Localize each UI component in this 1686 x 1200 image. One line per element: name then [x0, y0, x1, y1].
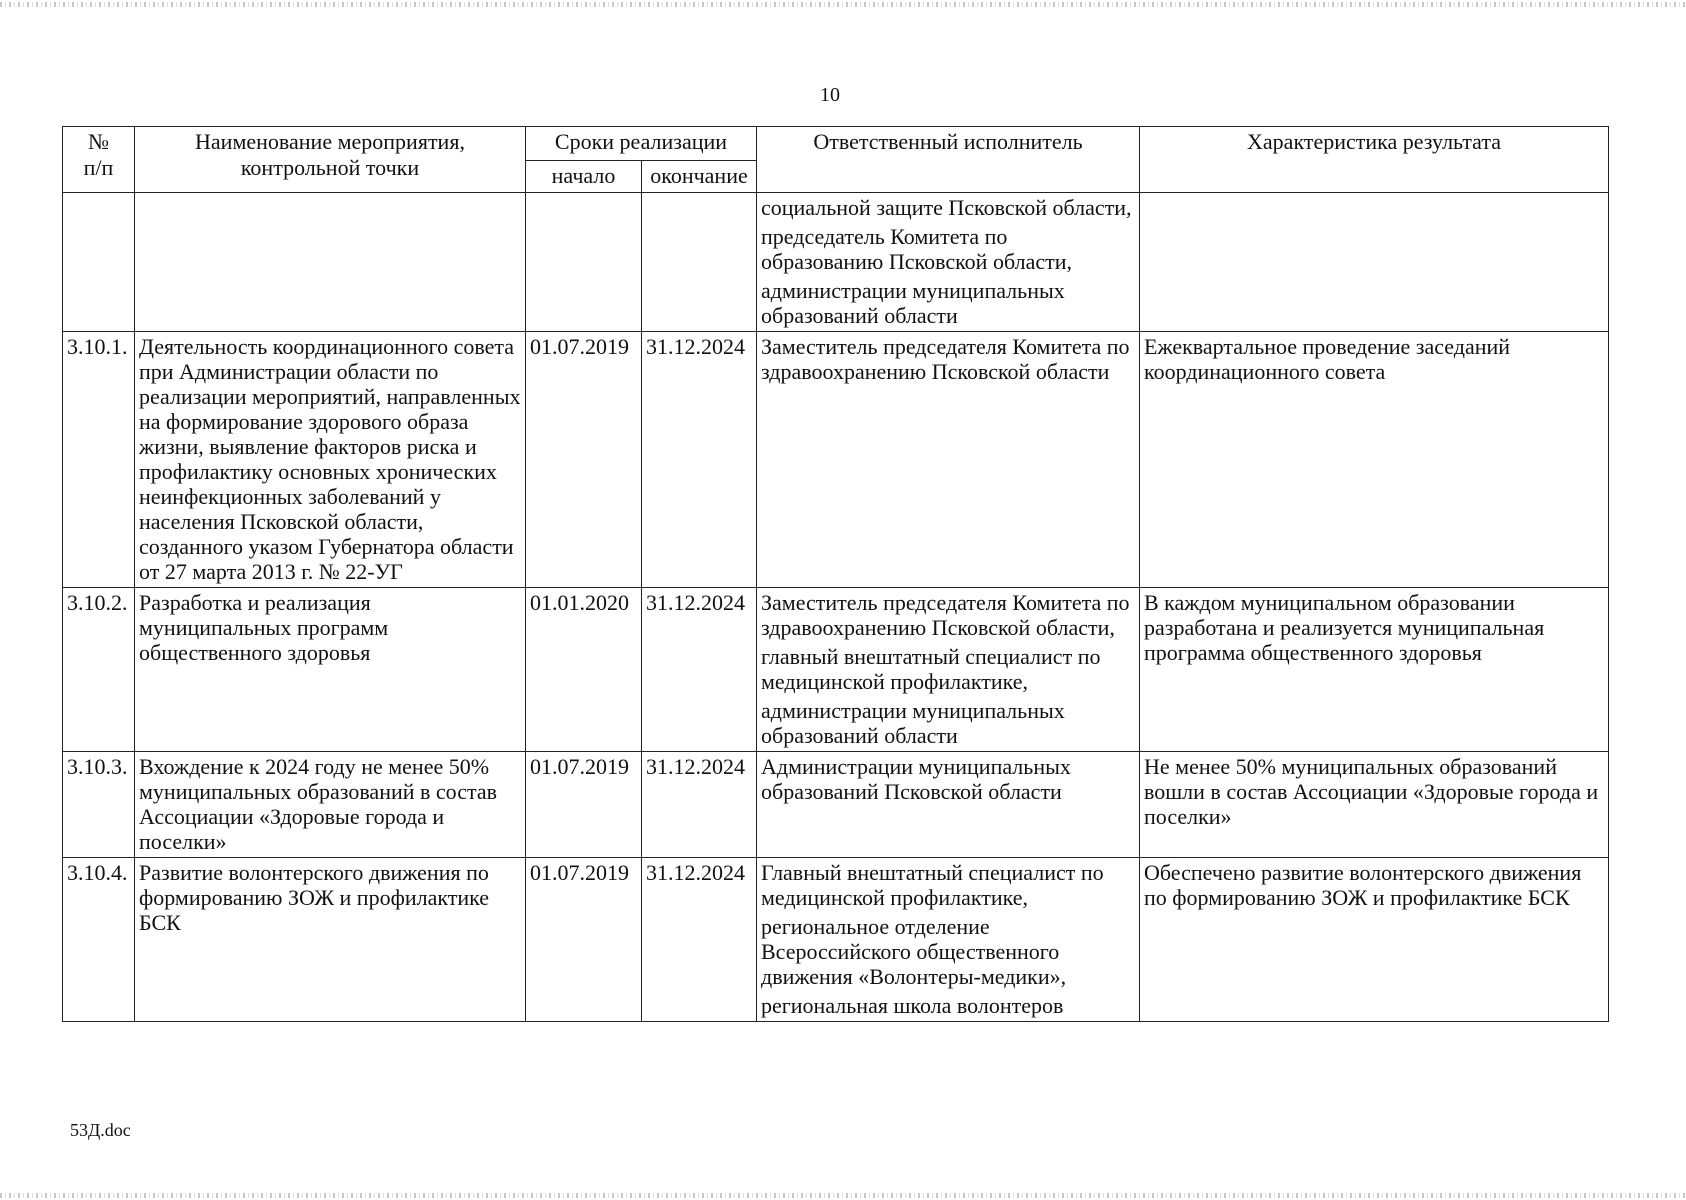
executor-line: администрации муниципальных образований области: [761, 698, 1065, 748]
executor-line: главный внештатный специалист по медицинской профилактике,: [761, 644, 1101, 694]
row-num: 3.10.1.: [63, 332, 135, 588]
row-num: 3.10.3.: [63, 752, 135, 858]
row-num: 3.10.4.: [63, 858, 135, 1022]
header-end: окончание: [642, 161, 757, 193]
scan-edge-bottom: [0, 1193, 1686, 1198]
header-start: начало: [526, 161, 642, 193]
table-row: [63, 752, 1609, 858]
table-row: [63, 588, 1609, 752]
table-row: [63, 193, 1609, 332]
row-name: Деятельность координационного совета при Администрации области по реализации мероприятий, направленных на формирование здорового образа жизни, выявление факторов риска и профилактику основных хронических неинфекционных заболеваний у населения Псковской области, созданного указом Губернатора области от 27 марта 2013 г. № 22-УГ: [135, 332, 526, 588]
row-end: 31.12.2024: [642, 752, 757, 858]
row-result: Не менее 50% муниципальных образований вошли в состав Ассоциации «Здоровые города и поселки»: [1140, 752, 1609, 858]
header-executor: Ответственный исполнитель: [757, 127, 1140, 193]
row-name: [135, 193, 526, 332]
row-end: 31.12.2024: [642, 588, 757, 752]
row-start: 01.01.2020: [526, 588, 642, 752]
row-executor: [757, 332, 1140, 588]
row-start: [526, 193, 642, 332]
row-end: 31.12.2024: [642, 332, 757, 588]
row-end: 31.12.2024: [642, 858, 757, 1022]
row-executor: [757, 858, 1140, 1022]
executor-line: Администрации муниципальных образований Псковской области: [761, 754, 1071, 804]
row-result: [1140, 193, 1609, 332]
table-row: [63, 858, 1609, 1022]
executor-line: региональная школа волонтеров: [761, 993, 1064, 1018]
executor-line: социальной защите Псковской области,: [761, 195, 1132, 220]
row-start: 01.07.2019: [526, 332, 642, 588]
header-num: № п/п: [63, 127, 135, 193]
row-executor: [757, 752, 1140, 858]
executor-line: региональное отделение Всероссийского общественного движения «Волонтеры-медики»,: [761, 914, 1067, 989]
row-result: В каждом муниципальном образовании разработана и реализуется муниципальная программа общественного здоровья: [1140, 588, 1609, 752]
executor-line: Заместитель председателя Комитета по здравоохранению Псковской области,: [761, 590, 1130, 640]
header-period: Сроки реализации: [526, 127, 757, 161]
executor-line: Заместитель председателя Комитета по здравоохранению Псковской области: [761, 334, 1130, 384]
row-result: Ежеквартальное проведение заседаний координационного совета: [1140, 332, 1609, 588]
scan-edge-top: [0, 2, 1686, 7]
row-name: Вхождение к 2024 году не менее 50% муниципальных образований в состав Ассоциации «Здоровые города и поселки»: [135, 752, 526, 858]
row-end: [642, 193, 757, 332]
header-result: Характеристика результата: [1140, 127, 1609, 193]
row-num: [63, 193, 135, 332]
executor-line: администрации муниципальных образований области: [761, 278, 1065, 328]
row-start: 01.07.2019: [526, 752, 642, 858]
table-row: [63, 332, 1609, 588]
page-number: 10: [820, 84, 840, 106]
row-executor: [757, 193, 1140, 332]
executor-line: председатель Комитета по образованию Псковской области,: [761, 224, 1072, 274]
document-code: 53Д.doc: [70, 1120, 131, 1140]
row-start: 01.07.2019: [526, 858, 642, 1022]
row-executor: [757, 588, 1140, 752]
row-result: Обеспечено развитие волонтерского движения по формированию ЗОЖ и профилактике БСК: [1140, 858, 1609, 1022]
row-name: Разработка и реализация муниципальных программ общественного здоровья: [135, 588, 526, 752]
row-name: Развитие волонтерского движения по формированию ЗОЖ и профилактике БСК: [135, 858, 526, 1022]
activities-table: [62, 126, 1609, 1022]
executor-line: Главный внештатный специалист по медицинской профилактике,: [761, 860, 1104, 910]
row-num: 3.10.2.: [63, 588, 135, 752]
header-name: Наименование мероприятия, контрольной точки: [135, 127, 526, 193]
table-header: [63, 127, 1609, 193]
